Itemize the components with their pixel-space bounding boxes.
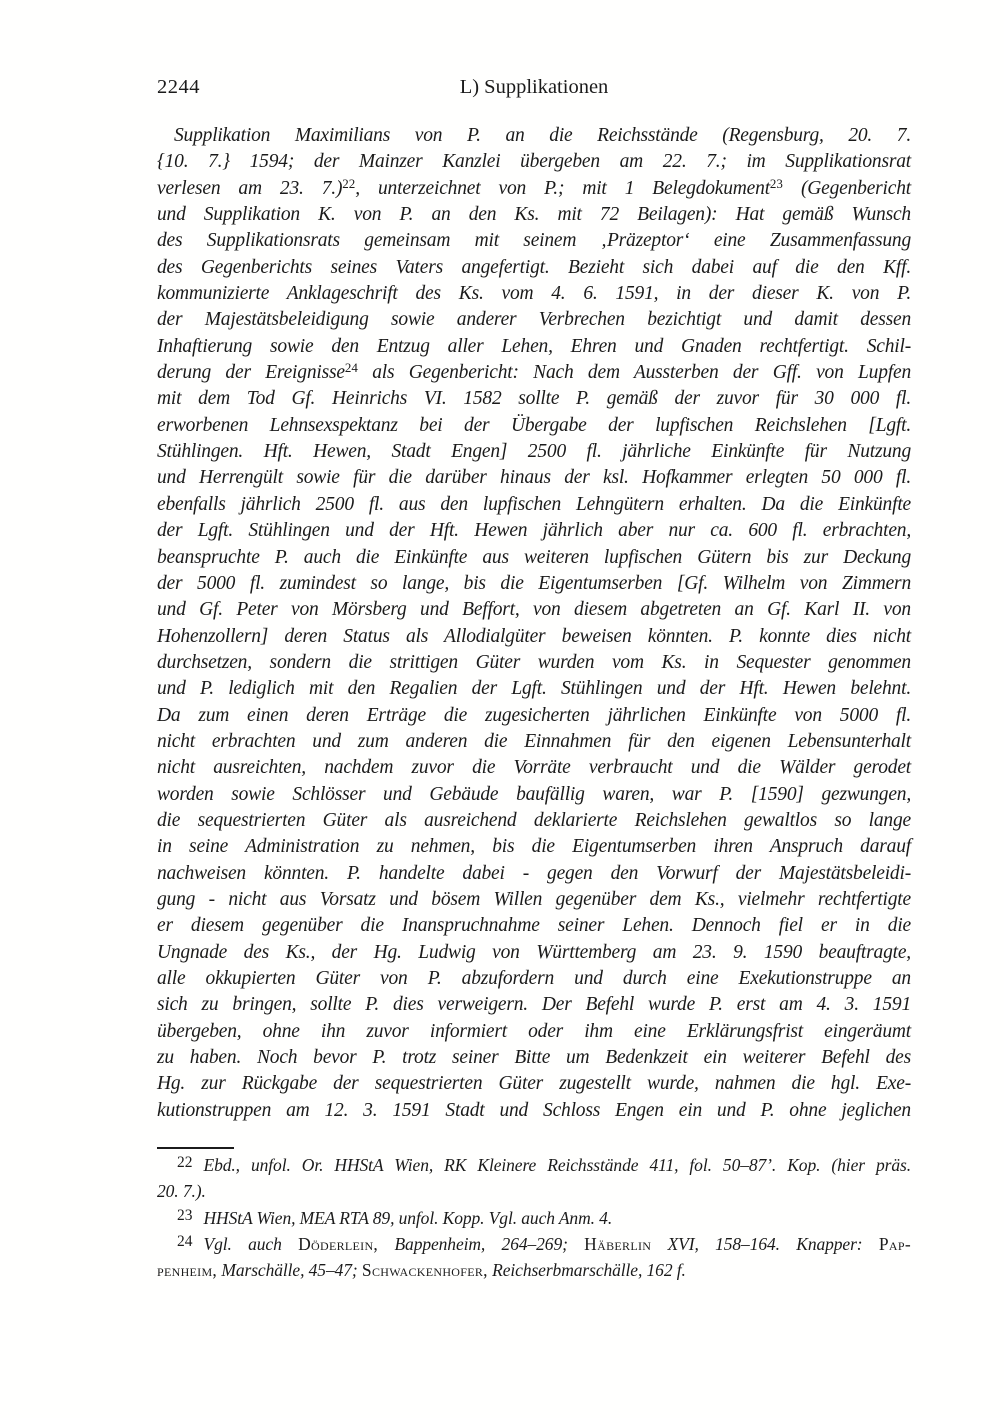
text-segment: als Gegenbericht: Nach dem Aussterben der Gff. von Lupfen xyxy=(357,362,911,384)
text-segment: des Gegenberichts seines Vaters angefertigt. Bezieht sich dabei auf die den Kff. xyxy=(157,256,911,278)
text-line xyxy=(157,650,911,676)
footnote-line xyxy=(157,1257,911,1283)
text-line xyxy=(157,703,911,729)
text-segment: Hohenzollern] deren Status als Allodialgüter beweisen könnten. P. konnte dies nicht xyxy=(157,625,911,647)
text-line xyxy=(157,255,911,281)
text-line xyxy=(157,597,911,623)
text-segment: ebenfalls jährlich 2500 fl. aus den lupfischen Lehngütern erhalten. Da die Einkünfte xyxy=(157,493,911,515)
text-segment: des Supplikationsrats gemeinsam mit seinem ‚Präzeptor‘ eine Zusammenfassung xyxy=(157,230,911,252)
footnote-line xyxy=(157,1178,911,1204)
text-line xyxy=(157,518,911,544)
text-segment: und P. lediglich mit den Regalien der Lgft. Stühlingen und der Hft. Hewen belehnt. xyxy=(157,678,911,700)
text-line xyxy=(157,334,911,360)
text-line xyxy=(157,545,911,571)
text-line xyxy=(157,624,911,650)
text-line xyxy=(157,1071,911,1097)
footnote-line xyxy=(157,1152,911,1178)
text-segment: und Supplikation K. von P. an den Ks. mit 72 Beilagen): Hat gemäß Wunsch xyxy=(157,204,911,226)
text-segment: XVI, 158–164. Knapper: xyxy=(651,1233,879,1254)
text-line xyxy=(157,782,911,808)
text-segment: Hg. zur Rückgabe der sequestrierten Güter zugestellt wurde, nahmen die hgl. Exe- xyxy=(157,1073,911,1095)
text-line xyxy=(157,360,911,386)
text-segment: zu haben. Noch bevor P. trotz seiner Bitte um Bedenkzeit ein weiterer Befehl des xyxy=(157,1047,911,1069)
text-segment: der Majestätsbeleidigung sowie anderer Verbrechen bezichtigt und damit dessen xyxy=(157,309,911,331)
text-line xyxy=(157,992,911,1018)
text-line xyxy=(157,228,911,254)
footnote-reference: 24 xyxy=(344,360,358,376)
text-line xyxy=(157,966,911,992)
footnote-number: 22 xyxy=(177,1154,193,1171)
small-caps-author-name: penheim, xyxy=(157,1260,218,1281)
text-line xyxy=(157,571,911,597)
text-segment: Da zum einen deren Erträge die zugesicherten jährlichen Einkünfte von 5000 fl. xyxy=(157,704,911,726)
text-line xyxy=(157,755,911,781)
text-segment: die sequestrierten Güter als ausreichend deklarierte Reichslehen gewaltlos so lange xyxy=(157,809,911,831)
text-line xyxy=(157,149,911,175)
footnotes-section xyxy=(157,1152,911,1283)
body-text xyxy=(157,123,911,1124)
footnote-number: 24 xyxy=(177,1232,193,1250)
text-segment: Ebd., unfol. Or. HHStA Wien, RK Kleinere Reichsstände 411, fol. 50–87’. Kop. (hier präs. xyxy=(203,1155,911,1175)
footnote-reference: 23 xyxy=(769,175,783,191)
text-line xyxy=(157,202,911,228)
text-line xyxy=(157,386,911,412)
text-segment: Ungnade des Ks., der Hg. Ludwig von Württemberg am 23. 9. 1590 beauftragte, xyxy=(157,941,911,963)
text-segment: Inhaftierung sowie den Entzug aller Lehen, Ehren und Gnaden rechtfertigt. Schil- xyxy=(157,335,911,357)
text-line xyxy=(157,676,911,702)
footnote-line xyxy=(157,1205,911,1231)
text-line xyxy=(157,729,911,755)
footnote xyxy=(157,1205,911,1231)
text-segment: (Gegenbericht xyxy=(782,177,911,199)
text-line xyxy=(157,940,911,966)
footnote-line xyxy=(157,1231,911,1257)
footnote-number: 23 xyxy=(177,1206,193,1224)
text-segment: nicht ausreichten, nachdem zuvor die Vorräte verbraucht und die Wälder gerodet xyxy=(157,757,911,779)
text-line xyxy=(157,913,911,939)
small-caps-author-name: Häberlin xyxy=(584,1233,652,1254)
text-segment: er diesem gegenüber die Inanspruchnahme seiner Lehen. Dennoch fiel er in die xyxy=(157,915,911,937)
text-line xyxy=(157,439,911,465)
text-segment: in seine Administration zu nehmen, bis die Eigentumserben ihren Anspruch darauf xyxy=(157,836,911,858)
footnote-reference: 22 xyxy=(342,175,356,191)
text-segment: sich zu bringen, sollte P. dies verweigern. Der Befehl wurde P. erst am 4. 3. 1591 xyxy=(157,994,911,1016)
text-segment: Stühlingen. Hft. Hewen, Stadt Engen] 2500 fl. jährliche Einkünfte für Nutzung xyxy=(157,441,911,463)
text-segment: und Herrengült sowie für die darüber hinaus der ksl. Hofkammer erlegten 50 000 fl. xyxy=(157,467,911,489)
text-segment: Bappenheim, 264–269; xyxy=(378,1233,585,1254)
text-line xyxy=(157,123,911,149)
text-segment: worden sowie Schlösser und Gebäude baufällig waren, war P. [1590] gezwungen, xyxy=(157,783,911,805)
footnote xyxy=(157,1152,911,1205)
text-segment: und Gf. Peter von Mörsberg und Beffort, von diesem abgetreten an Gf. Karl II. von xyxy=(157,599,911,621)
text-line xyxy=(157,413,911,439)
text-segment: der Lgft. Stühlingen und der Hft. Hewen jährlich aber nur ca. 600 fl. erbrachten, xyxy=(157,520,911,542)
page-number: 2244 xyxy=(157,76,200,98)
text-segment: durchsetzen, sondern die strittigen Güter wurden vom Ks. in Sequester genommen xyxy=(157,651,911,673)
page-header xyxy=(157,76,911,106)
text-line xyxy=(157,887,911,913)
text-line xyxy=(157,465,911,491)
text-line xyxy=(157,834,911,860)
text-segment: nachweisen könnten. P. handelte dabei - gegen den Vorwurf der Majestätsbeleidi- xyxy=(157,862,911,884)
footnote xyxy=(157,1231,911,1284)
text-segment: , unterzeichnet von P.; mit 1 Belegdokument xyxy=(355,177,770,199)
text-segment: {10. 7.} 1594; der Mainzer Kanzlei übergeben am 22. 7.; im Supplikationsrat xyxy=(157,151,911,173)
text-line xyxy=(157,1019,911,1045)
text-line xyxy=(157,1045,911,1071)
text-segment: Vgl. auch xyxy=(203,1233,299,1254)
text-line xyxy=(157,808,911,834)
text-segment: kutionstruppen am 12. 3. 1591 Stadt und Schloss Engen ein und P. ohne jeglichen xyxy=(157,1099,911,1121)
text-line xyxy=(157,1098,911,1124)
text-line xyxy=(157,176,911,202)
small-caps-author-name: Pap- xyxy=(878,1233,911,1254)
text-segment: Supplikation Maximilians von P. an die Reichsstände (Regensburg, 20. 7. xyxy=(174,125,911,146)
text-segment: beanspruchte P. auch die Einkünfte aus weiteren lupfischen Gütern bis zur Deckung xyxy=(157,546,911,568)
text-line xyxy=(157,492,911,518)
text-segment: HHStA Wien, MEA RTA 89, unfol. Kopp. Vgl. auch Anm. 4. xyxy=(203,1207,613,1228)
text-line xyxy=(157,307,911,333)
text-segment: der 5000 fl. zumindest so lange, bis die Eigentumserben [Gf. Wilhelm von Zimmern xyxy=(157,572,911,594)
text-segment: erworbenen Lehnsexspektanz bei der Übergabe der lupfischen Reichslehen [Lgft. xyxy=(157,414,911,436)
footnote-separator-rule xyxy=(157,1147,234,1149)
text-segment: Reichserbmarschälle, 162 f. xyxy=(487,1260,686,1281)
text-line xyxy=(157,281,911,307)
text-segment: kommunizierte Anklageschrift des Ks. vom 4. 6. 1591, in der dieser K. von P. xyxy=(157,283,911,305)
running-head: L) Supplikationen xyxy=(459,76,609,98)
text-segment: alle okkupierten Güter von P. abzufordern und durch eine Exekutionstruppe an xyxy=(157,968,911,989)
text-line xyxy=(157,861,911,887)
text-segment: 20. 7.). xyxy=(157,1181,206,1202)
text-segment: mit dem Tod Gf. Heinrichs VI. 1582 sollte P. gemäß der zuvor für 30 000 fl. xyxy=(157,388,911,410)
small-caps-author-name: Schwackenhofer, xyxy=(361,1260,488,1281)
text-segment: derung der Ereignisse xyxy=(157,362,345,384)
text-segment: gung - nicht aus Vorsatz und bösem Willen gegenüber dem Ks., vielmehr rechtfertigte xyxy=(157,888,911,910)
text-segment: übergeben, ohne ihn zuvor informiert oder ihm eine Erklärungsfrist eingeräumt xyxy=(157,1020,911,1042)
text-segment: Marschälle, 45–47; xyxy=(217,1260,362,1281)
small-caps-author-name: Döderlein, xyxy=(298,1233,379,1254)
text-segment: verlesen am 23. 7.) xyxy=(157,177,343,199)
text-segment: nicht erbrachten und zum anderen die Einnahmen für den eigenen Lebensunterhalt xyxy=(157,730,911,752)
